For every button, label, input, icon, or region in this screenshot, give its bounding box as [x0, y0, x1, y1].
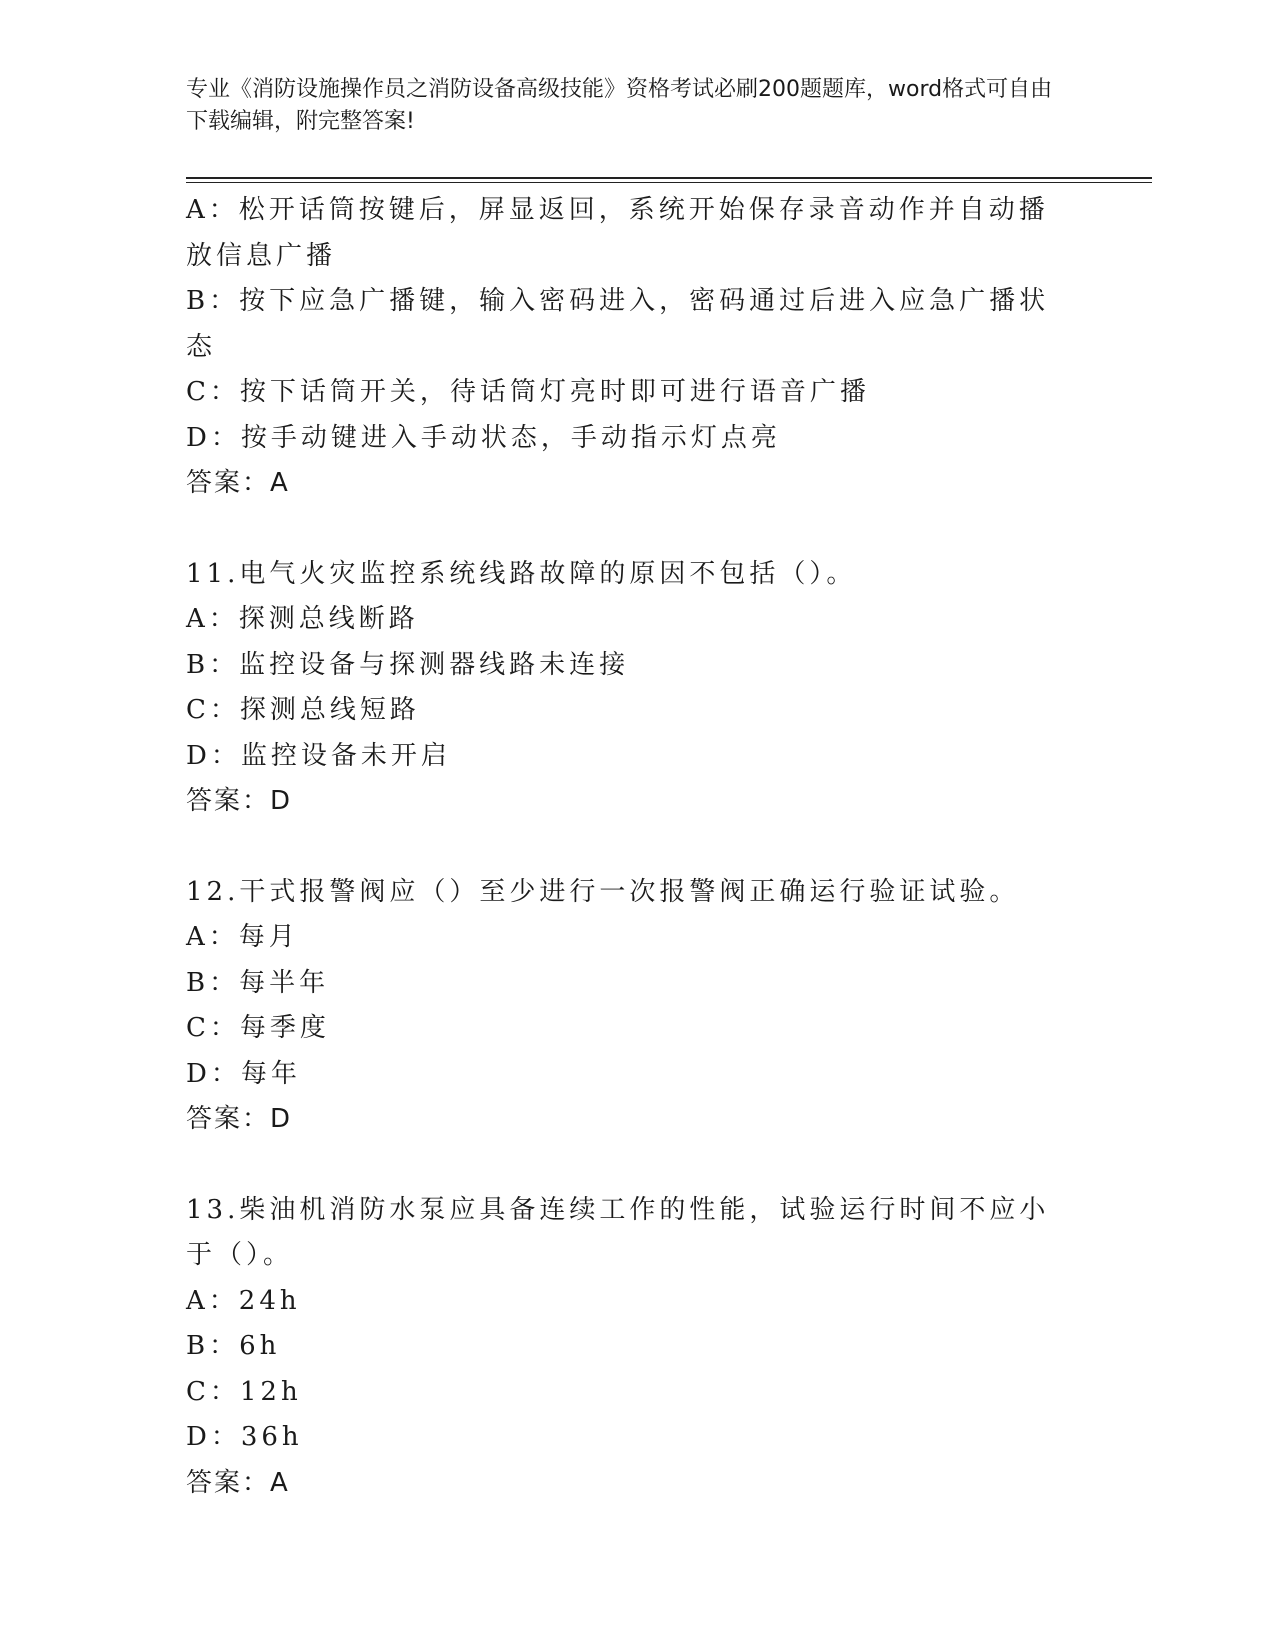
question-text: 13.柴油机消防水泵应具备连续工作的性能，试验运行时间不应小于（）。	[186, 1194, 1050, 1270]
option-c: C：按下话筒开关，待话筒灯亮时即可进行语音广播	[186, 377, 870, 407]
question-text: 12.干式报警阀应（）至少进行一次报警阀正确运行验证试验。	[186, 876, 1020, 907]
option-b: B：按下应急广播键，输入密码进入，密码通过后进入应急广播状态	[186, 286, 1050, 362]
question-13	[186, 1188, 1076, 1507]
spacer	[186, 825, 1076, 870]
spacer	[186, 507, 1076, 552]
option-b: B：监控设备与探测器线路未连接	[186, 649, 630, 680]
option-b: B：每半年	[186, 967, 330, 998]
option-a: A：24h	[186, 1285, 301, 1316]
spacer	[186, 1143, 1076, 1188]
option-c: C：探测总线短路	[186, 695, 420, 725]
answer: 答案：A	[186, 1467, 290, 1498]
option-d: D：按手动键进入手动状态，手动指示灯点亮	[186, 422, 781, 453]
answer: 答案：D	[186, 1104, 293, 1134]
question-10	[186, 188, 1076, 507]
question-text: 11.电气火灾监控系统线路故障的原因不包括（）。	[186, 558, 857, 589]
header-divider-thick	[186, 177, 1152, 179]
option-a: A：每月	[186, 922, 299, 952]
option-b: B：6h	[186, 1331, 281, 1361]
option-d: D：监控设备未开启	[186, 740, 451, 771]
option-d: D：每年	[186, 1058, 301, 1089]
answer: 答案：A	[186, 468, 290, 498]
header-divider-thin	[186, 182, 1152, 183]
option-c: C：每季度	[186, 1013, 330, 1043]
option-d: D：36h	[186, 1422, 303, 1452]
question-list	[186, 188, 1076, 1506]
question-11	[186, 552, 1076, 825]
option-c: C：12h	[186, 1376, 302, 1407]
option-a: A：松开话筒按键后，屏显返回，系统开始保存录音动作并自动播放信息广播	[186, 195, 1049, 271]
question-12	[186, 870, 1076, 1143]
document-header: 专业《消防设施操作员之消防设备高级技能》资格考试必刷200题题库，word格式可自由下载编辑，附完整答案!	[186, 77, 1053, 134]
option-a: A：探测总线断路	[186, 604, 419, 634]
answer: 答案：D	[186, 786, 293, 816]
